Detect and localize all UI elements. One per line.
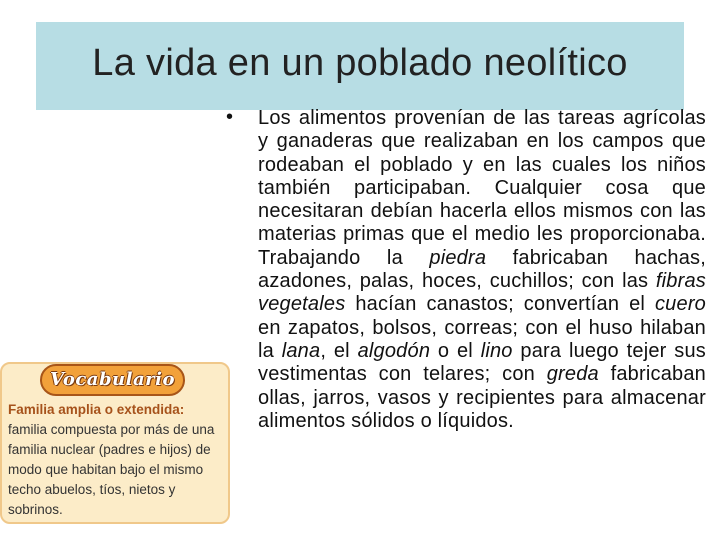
term-piedra: piedra (429, 246, 487, 269)
vocabulary-badge-label: Vocabulario (50, 369, 175, 390)
paragraph-text: Los alimentos provenían de las tareas agrícolas y ganaderas que realizaban en los campos que rodeaban el poblado y en las cuales los niños también participaban. Cualquier cosa que necesitaran debían hacerla ellos mismos con las materias primas que el medio les proporcionaba. Trabajando la (258, 107, 706, 269)
term-algodon: algodón (357, 339, 431, 362)
term-fibras-vegetales: fibras vegetales (258, 270, 706, 316)
vocabulary-badge (40, 364, 185, 396)
vocabulary-definition (8, 400, 224, 520)
slide-title: La vida en un poblado neolítico (92, 42, 628, 84)
paragraph-text: fabricaban hachas, azadones, palas, hoces, cuchillos; con las (258, 246, 706, 293)
paragraph-text: en zapatos, bolsos, correas; con el huso hilaban la (258, 316, 706, 362)
vocabulary-term: Familia amplia o extendida: (8, 402, 185, 417)
term-cuero: cuero (654, 293, 706, 316)
paragraph-text: para luego tejer sus vestimentas con telares; con (258, 339, 706, 386)
body-paragraph (258, 107, 706, 433)
term-lino: lino (480, 339, 513, 362)
paragraph-text: , el (320, 339, 358, 362)
paragraph-text: hacían canastos; convertían el (345, 293, 655, 316)
paragraph-text: fabricaban ollas, jarros, vasos y recipientes para almacenar alimentos sólidos o líquidos. (258, 363, 706, 432)
title-bar (36, 22, 684, 110)
vocabulary-definition-text: familia compuesta por más de una familia nuclear (padres e hijos) de modo que habitan bajo el mismo techo abuelos, tíos, nietos y sobrinos. (8, 422, 215, 517)
paragraph-text: o el (430, 339, 481, 362)
term-greda: greda (546, 363, 599, 386)
bullet-marker: • (226, 106, 234, 128)
term-lana: lana (281, 339, 321, 362)
